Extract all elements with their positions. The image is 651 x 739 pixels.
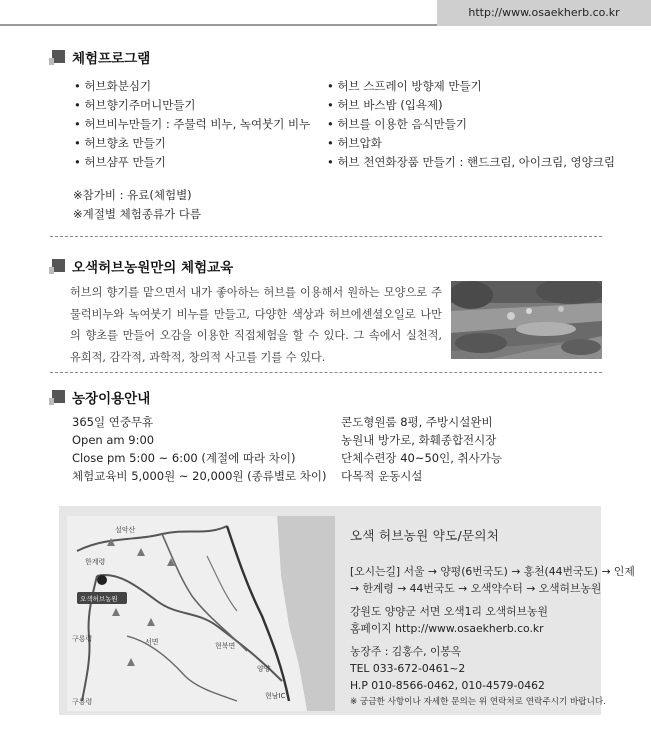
list-item: • 허브 천연화장품 만들기 : 핸드크림, 아이크림, 영양크림 (327, 153, 615, 172)
contact-title: 오색 허브농원 약도/문의처 (350, 528, 500, 543)
map-label: 한계령 (85, 558, 106, 566)
list-item: • 허브향기주머니만들기 (74, 96, 310, 115)
list-item: • 허브화분심기 (74, 77, 310, 96)
facility-item: 단체수련장 40~50인, 취사가능 (341, 451, 502, 465)
facility-item: 다목적 운동시설 (341, 469, 423, 483)
education-body: 허브의 향기를 맡으면서 내가 좋아하는 허브를 이용해서 원하는 모양으로 주물럭비누와 녹여붓기 비누를 만들고, 다양한 색상과 허브에센셜오일로 나만의 향초를 만들어 오감을 이용한 직접체험을 할 수 있다. 그 속에서 실천적, 유희적, 감각적, 과학적, 창의적 사고를 기를 수 있다. (70, 286, 442, 364)
list-item: • 허브 스프레이 방향제 만들기 (327, 77, 615, 96)
map-label: 현북면 (215, 642, 236, 650)
map-label: 구룡령 (72, 698, 93, 706)
program-list-right (327, 77, 615, 172)
map-label: 서면 (145, 638, 159, 646)
open-time: Open am 9:00 (72, 433, 155, 447)
map-label: 구룡령 (72, 635, 93, 643)
list-item: • 허브압화 (327, 134, 615, 153)
fee-note: ※참가비 : 유료(체험별) (73, 188, 192, 202)
facility-item: 농원내 방가로, 화훼종합전시장 (341, 433, 497, 447)
divider (50, 372, 602, 373)
close-time: Close pm 5:00 ~ 6:00 (계절에 따라 차이) (72, 451, 296, 465)
map-label: 현남IC (265, 692, 286, 700)
mobile-phone: H.P 010-8566-0462, 010-4579-0462 (350, 679, 545, 692)
address: 강원도 양양군 서면 오색1리 오색허브농원 (350, 605, 548, 618)
section-marker-icon (52, 390, 65, 403)
list-item: • 허브샴푸 만들기 (74, 153, 310, 172)
homepage[interactable]: 홈페이지 http://www.osaekherb.co.kr (350, 622, 544, 635)
map-label: 양양 (257, 665, 271, 673)
list-item: • 허브를 이용한 음식만들기 (327, 115, 615, 134)
top-bar (0, 0, 651, 26)
program-title: 체험프로그램 (72, 51, 151, 67)
list-item: • 허브향초 만들기 (74, 134, 310, 153)
location-map (67, 516, 335, 711)
route-line-2: → 한계령 → 44번국도 → 오색약수터 → 오색허브농원 (350, 582, 602, 595)
telephone: TEL 033-672-0461~2 (350, 662, 466, 675)
list-item: • 허브비누만들기 : 주물럭 비누, 녹여붓기 비누 (74, 115, 310, 134)
herb-garden-photo (451, 281, 602, 359)
season-note: ※계절별 체험종류가 다름 (73, 207, 202, 221)
farm-info-right (341, 413, 502, 485)
header-url[interactable]: http://www.osaekherb.co.kr (437, 0, 651, 26)
program-notes (73, 186, 201, 224)
owner: 농장주 : 김홍수, 이봉옥 (350, 645, 462, 658)
section-marker-icon (52, 50, 65, 63)
divider (50, 236, 602, 237)
facility-item: 콘도형원룸 8평, 주방시설완비 (341, 415, 493, 429)
education-title: 오색허브농원만의 체험교육 (72, 260, 234, 276)
open-days: 365일 연중무휴 (72, 415, 154, 429)
education-fee: 체험교육비 5,000원 ~ 20,000원 (종류별로 차이) (72, 469, 327, 483)
section-marker-icon (52, 259, 65, 272)
map-label: 오색허브농원 (80, 595, 118, 603)
contact-note: ※ 궁금한 사항이나 자세한 문의는 위 연락처로 연락주시기 바랍니다. (350, 697, 606, 707)
contact-panel (350, 526, 635, 711)
farm-info-title: 농장이용안내 (72, 391, 151, 407)
list-item: • 허브 바스밤 (입욕제) (327, 96, 615, 115)
map-label: 설악산 (115, 526, 136, 534)
program-list-left (74, 77, 310, 172)
farm-info-left (72, 413, 326, 485)
route-line-1: [오시는길] 서울 → 양평(6번국도) → 홍천(44번국도) → 인제 (350, 565, 635, 578)
